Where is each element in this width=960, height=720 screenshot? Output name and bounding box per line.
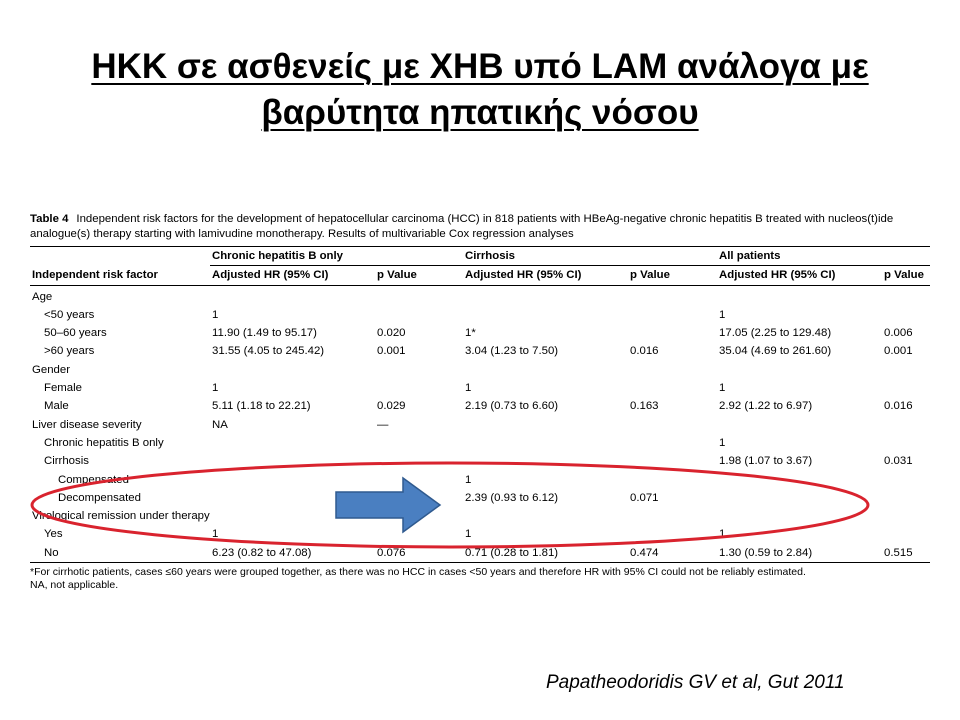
header-p-chb: p Value — [375, 266, 463, 285]
cell-hr-chb: 6.23 (0.82 to 47.08) — [212, 546, 312, 559]
cell-hr-all — [717, 489, 882, 507]
slide-title — [40, 44, 920, 136]
cell-hr-all: 35.04 (4.69 to 261.60) — [719, 345, 832, 358]
cell-hr-all: 1 — [719, 436, 726, 449]
row-label: Chronic hepatitis B only — [44, 436, 164, 449]
cell-hr-chb: 31.55 (4.05 to 245.42) — [212, 345, 325, 358]
cell-p-cirrhosis — [628, 285, 717, 306]
slide-title-line-1: ΗΚΚ σε ασθενείς με ΧΗΒ υπό LAM ανάλογα με — [91, 47, 869, 86]
cell-hr-chb: NA — [212, 418, 228, 431]
cell-hr-cirrhosis: 1 — [465, 382, 472, 395]
cell-hr-all: 17.05 (2.25 to 129.48) — [719, 327, 832, 340]
table-row — [30, 525, 930, 543]
table-caption — [30, 212, 930, 242]
cell-p-all — [882, 285, 930, 306]
risk-factor-table — [30, 246, 930, 563]
table-sub-header-row — [30, 266, 930, 285]
cell-p-chb — [375, 306, 463, 324]
cell-hr-chb — [210, 452, 375, 470]
cell-p-chb: 0.020 — [377, 327, 406, 340]
header-risk-factor: Independent risk factor — [30, 266, 210, 285]
table-row — [30, 324, 930, 342]
table-row — [30, 507, 930, 525]
cell-hr-cirrhosis — [463, 361, 628, 379]
row-label: Compensated — [58, 473, 129, 486]
cell-p-chb — [375, 507, 463, 525]
cell-hr-all — [717, 471, 882, 489]
cell-hr-cirrhosis: 3.04 (1.23 to 7.50) — [465, 345, 559, 358]
cell-hr-chb — [210, 489, 375, 507]
row-label: Cirrhosis — [44, 455, 89, 468]
cell-p-chb — [375, 434, 463, 452]
cell-hr-all: 1 — [719, 528, 726, 541]
header-hr-chb: Adjusted HR (95% CI) — [210, 266, 375, 285]
cell-hr-cirrhosis — [463, 416, 628, 434]
header-p-all: p Value — [882, 266, 930, 285]
cell-p-chb: 0.076 — [377, 546, 406, 559]
row-label: >60 years — [44, 345, 95, 358]
table-row — [30, 285, 930, 306]
table-group-header-row — [30, 247, 930, 266]
table-group-header-spacer — [30, 247, 210, 266]
cell-p-all: 0.515 — [884, 546, 913, 559]
cell-p-all: 0.006 — [884, 327, 913, 340]
table-caption-text: Independent risk factors for the development of hepatocellular carcinoma (HCC) in 818 patients with HBeAg-negative chronic hepatitis B treated with nucleos(t)ide analogue(s) therapy starting with lamivudine monotherapy. Results of multivariable Cox regression analyses — [30, 213, 894, 240]
cell-hr-cirrhosis — [463, 434, 628, 452]
cell-p-cirrhosis — [628, 324, 717, 342]
cell-hr-all: 1.98 (1.07 to 3.67) — [719, 455, 813, 468]
cell-p-cirrhosis: 0.163 — [630, 400, 659, 413]
row-label: Male — [44, 400, 69, 413]
cell-p-cirrhosis — [628, 416, 717, 434]
row-label: 50–60 years — [44, 327, 107, 340]
cell-p-chb: 0.029 — [377, 400, 406, 413]
cell-p-all — [882, 416, 930, 434]
cell-p-chb — [375, 525, 463, 543]
cell-hr-chb: 1 — [212, 528, 219, 541]
row-label: Female — [44, 382, 82, 395]
cell-hr-all: 1 — [719, 308, 726, 321]
cell-p-all — [882, 434, 930, 452]
cell-hr-all — [717, 361, 882, 379]
cell-p-chb — [375, 471, 463, 489]
cell-p-cirrhosis — [628, 434, 717, 452]
cell-p-chb: 0.001 — [377, 345, 406, 358]
cell-hr-cirrhosis: 1 — [465, 473, 472, 486]
cell-hr-chb — [210, 285, 375, 306]
cell-p-all: 0.001 — [884, 345, 913, 358]
row-label: Liver disease severity — [32, 418, 142, 431]
cell-hr-chb: 1 — [212, 382, 219, 395]
table-row — [30, 416, 930, 434]
table-row — [30, 452, 930, 470]
cell-hr-cirrhosis — [463, 507, 628, 525]
table-footnote — [30, 566, 930, 592]
cell-p-all — [882, 489, 930, 507]
table-row — [30, 379, 930, 397]
cell-hr-all — [717, 507, 882, 525]
cell-p-all — [882, 471, 930, 489]
header-hr-all: Adjusted HR (95% CI) — [717, 266, 882, 285]
cell-p-chb — [375, 452, 463, 470]
cell-p-cirrhosis — [628, 525, 717, 543]
cell-hr-cirrhosis: 1* — [465, 327, 476, 340]
cell-p-cirrhosis — [628, 306, 717, 324]
cell-hr-all — [717, 416, 882, 434]
row-label: No — [44, 546, 59, 559]
table-row — [30, 361, 930, 379]
cell-p-chb: — — [377, 418, 389, 431]
cell-hr-cirrhosis: 1 — [465, 528, 472, 541]
cell-hr-chb: 1 — [212, 308, 219, 321]
slide-title-line-2: βαρύτητα ηπατικής νόσου — [261, 93, 699, 132]
cell-p-cirrhosis — [628, 452, 717, 470]
table-row — [30, 471, 930, 489]
table-row — [30, 306, 930, 324]
cell-hr-all: 1 — [719, 382, 726, 395]
table-row — [30, 342, 930, 360]
row-label: Virological remission under therapy — [32, 510, 210, 523]
cell-hr-cirrhosis: 2.39 (0.93 to 6.12) — [465, 491, 559, 504]
table-row — [30, 397, 930, 415]
footnote-line-2: NA, not applicable. — [30, 579, 119, 592]
cell-p-all: 0.016 — [884, 400, 913, 413]
group-header-cirrhosis: Cirrhosis — [463, 247, 717, 266]
cell-p-chb — [375, 285, 463, 306]
row-label: Decompensated — [58, 491, 141, 504]
group-header-chb: Chronic hepatitis B only — [210, 247, 463, 266]
cell-p-cirrhosis: 0.071 — [630, 491, 659, 504]
header-hr-cirrhosis: Adjusted HR (95% CI) — [463, 266, 628, 285]
cell-hr-all — [717, 285, 882, 306]
cell-p-all — [882, 379, 930, 397]
cell-p-all — [882, 361, 930, 379]
row-label: Age — [32, 290, 53, 303]
table-row — [30, 489, 930, 507]
table-row — [30, 544, 930, 563]
table-row — [30, 434, 930, 452]
table-figure — [30, 212, 930, 592]
header-p-cirrhosis: p Value — [628, 266, 717, 285]
cell-p-cirrhosis — [628, 379, 717, 397]
cell-p-all — [882, 306, 930, 324]
cell-hr-chb: 11.90 (1.49 to 95.17) — [212, 327, 317, 340]
cell-p-cirrhosis — [628, 471, 717, 489]
cell-hr-cirrhosis: 2.19 (0.73 to 6.60) — [465, 400, 559, 413]
cell-hr-cirrhosis: 0.71 (0.28 to 1.81) — [465, 546, 559, 559]
cell-p-cirrhosis — [628, 361, 717, 379]
cell-hr-chb — [210, 361, 375, 379]
cell-hr-all: 1.30 (0.59 to 2.84) — [719, 546, 813, 559]
citation: Papatheodoridis GV et al, Gut 2011 — [546, 672, 845, 693]
footnote-line-1: *For cirrhotic patients, cases ≤60 years were grouped together, as there was no HCC in cases <50 years and therefore HR with 95% CI could not be reliably estimated. — [30, 566, 806, 579]
cell-hr-cirrhosis — [463, 285, 628, 306]
row-label: <50 years — [44, 308, 95, 321]
group-header-all: All patients — [717, 247, 930, 266]
cell-hr-chb — [210, 471, 375, 489]
cell-p-chb — [375, 361, 463, 379]
cell-hr-cirrhosis — [463, 306, 628, 324]
cell-hr-chb — [210, 434, 375, 452]
row-label: Gender — [32, 363, 70, 376]
cell-p-all: 0.031 — [884, 455, 913, 468]
cell-p-cirrhosis — [628, 507, 717, 525]
table-label: Table 4 — [30, 213, 69, 225]
cell-p-cirrhosis: 0.016 — [630, 345, 659, 358]
cell-p-chb — [375, 379, 463, 397]
table-body — [30, 285, 930, 562]
cell-p-all — [882, 507, 930, 525]
cell-hr-chb: 5.11 (1.18 to 22.21) — [212, 400, 311, 413]
cell-p-cirrhosis: 0.474 — [630, 546, 659, 559]
cell-p-all — [882, 525, 930, 543]
row-label: Yes — [44, 528, 63, 541]
cell-p-chb — [375, 489, 463, 507]
cell-hr-chb — [210, 507, 375, 525]
cell-hr-cirrhosis — [463, 452, 628, 470]
cell-hr-all: 2.92 (1.22 to 6.97) — [719, 400, 813, 413]
